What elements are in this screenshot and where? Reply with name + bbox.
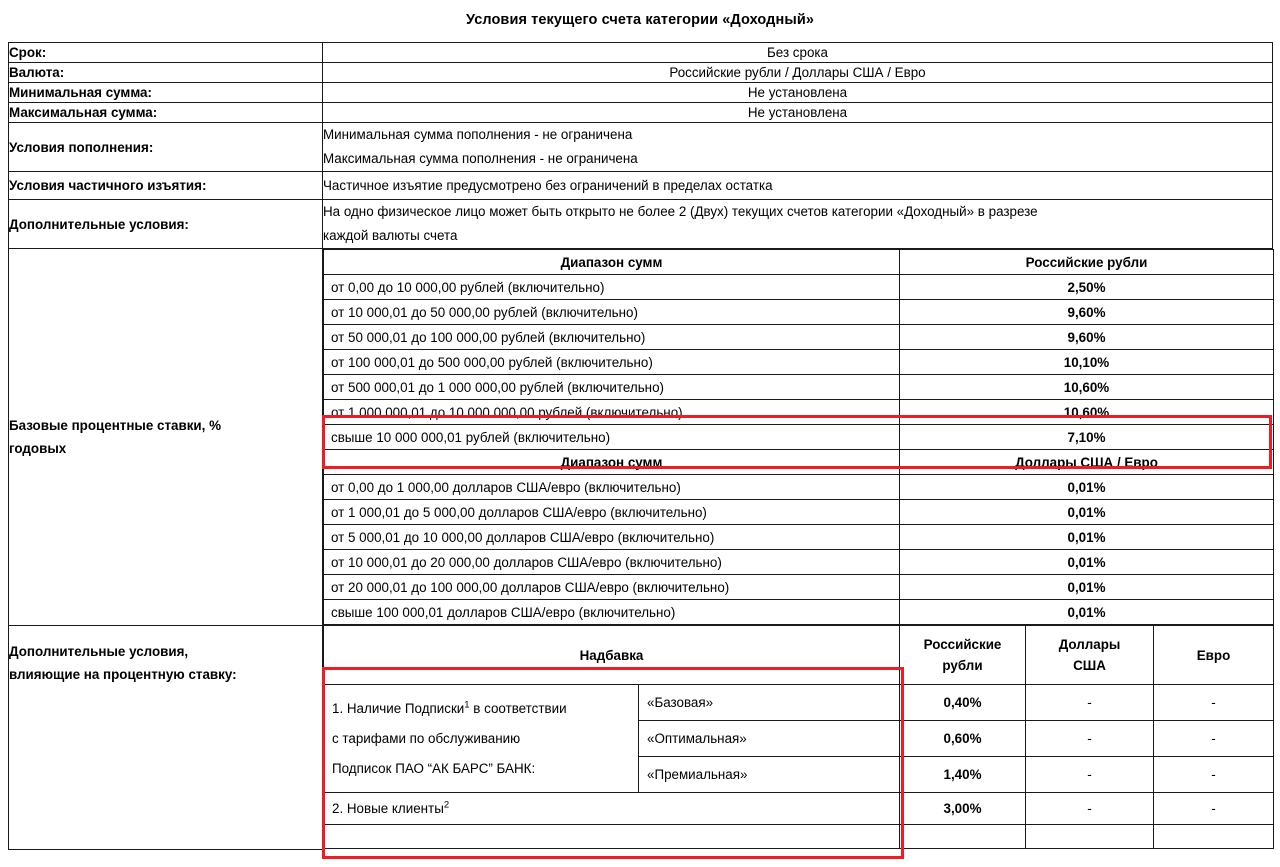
table-row-base-rates [9,249,1273,626]
tier-rate-rub: 0,60% [900,721,1026,757]
rate-range: свыше 10 000 000,01 рублей (включительно) [324,425,900,450]
table-row [324,275,1274,300]
rate-value: 0,01% [900,525,1274,550]
rate-range: от 0,00 до 10 000,00 рублей (включительно) [324,275,900,300]
usd-header [1026,626,1154,685]
row-value-currency: Российские рубли / Доллары США / Евро [323,63,1273,83]
additional-terms-line-1: На одно физическое лицо может быть открыто не более 2 (Двух) текущих счетов категории «Доходный» в разрезе [323,204,1038,219]
partial-row-eur [1154,825,1274,849]
page-title: Условия текущего счета категории «Доходный» [465,12,815,28]
new-clients-rate-rub: 3,00% [900,793,1026,825]
table-row [324,475,1274,500]
row-label-currency: Валюта: [9,63,323,83]
partial-row-usd [1026,825,1154,849]
rate-value: 10,60% [900,375,1274,400]
additional-terms-line-2: каждой валюты счета [323,228,458,243]
usd-header-line-2: США [1073,658,1106,673]
rub-header-line-1: Российские [923,637,1002,652]
subscription-desc-line-2: с тарифами по обслуживанию [332,730,521,746]
table-row [324,500,1274,525]
table-row [9,43,1273,63]
row-value-replenishment [323,123,1273,172]
rate-range: от 0,00 до 1 000,00 долларов США/евро (включительно) [324,475,900,500]
rate-range: от 100 000,01 до 500 000,00 рублей (включительно) [324,350,900,375]
table-row [324,525,1274,550]
new-clients-label [324,793,900,825]
table-row [9,123,1273,172]
tier-name: «Базовая» [639,685,900,721]
rate-range: от 10 000,01 до 50 000,00 рублей (включительно) [324,300,900,325]
subscription-description [324,685,639,793]
row-value-max-amount: Не установлена [323,103,1273,123]
rate-header-row-rub [324,250,1274,275]
tier-rate-rub: 1,40% [900,757,1026,793]
rate-value: 9,60% [900,325,1274,350]
rate-modifiers-label-line-2: влияющие на процентную ставку: [9,666,237,682]
table-row [324,300,1274,325]
rate-range: от 20 000,01 до 100 000,00 долларов США/евро (включительно) [324,575,900,600]
table-row [324,575,1274,600]
table-row [324,425,1274,450]
fx-currency-header: Доллары США / Евро [900,450,1274,475]
new-clients-rate-usd: - [1026,793,1154,825]
base-rates-cell [323,249,1273,626]
rate-value: 0,01% [900,550,1274,575]
partial-row-cell [324,825,900,849]
table-row [9,63,1273,83]
table-row [324,550,1274,575]
usd-header-line-1: Доллары [1058,637,1121,652]
table-row-new-clients [324,793,1274,825]
rate-value: 9,60% [900,300,1274,325]
tier-rate-eur: - [1154,757,1274,793]
rate-value: 0,01% [900,500,1274,525]
base-rates-label-line-1: Базовые процентные ставки, % [9,417,222,433]
table-row [9,83,1273,103]
new-clients-rate-eur: - [1154,793,1274,825]
row-label-rate-modifiers [9,625,323,849]
tier-rate-rub: 0,40% [900,685,1026,721]
subscription-desc-line-1 [332,694,632,724]
rate-value: 0,01% [900,600,1274,625]
row-label-partial-withdrawal: Условия частичного изъятия: [9,172,323,200]
tier-rate-usd: - [1026,721,1154,757]
markup-header: Надбавка [324,626,900,685]
rate-value: 7,10% [900,425,1274,450]
table-row-partial [324,825,1274,849]
rub-header-line-2: рубли [942,658,983,673]
partial-row-rub [900,825,1026,849]
rate-range: от 1 000 000,01 до 10 000 000,00 рублей (включительно) [324,400,900,425]
rub-header [900,626,1026,685]
row-label-additional-terms: Дополнительные условия: [9,200,323,249]
table-row [324,325,1274,350]
table-row [9,103,1273,123]
row-label-max-amount: Максимальная сумма: [9,103,323,123]
rate-modifiers-table [323,625,1274,849]
tier-rate-eur: - [1154,685,1274,721]
conditions-table [8,42,1273,850]
base-rates-table [323,249,1274,625]
table-row [324,600,1274,625]
rate-value: 10,60% [900,400,1274,425]
replenishment-line-2: Максимальная сумма пополнения - не ограничена [323,151,638,166]
eur-header: Евро [1154,626,1274,685]
rate-range: от 5 000,01 до 10 000,00 долларов США/евро (включительно) [324,525,900,550]
table-row-rate-modifiers [9,625,1273,849]
row-label-replenishment: Условия пополнения: [9,123,323,172]
rate-value: 0,01% [900,475,1274,500]
row-label-term: Срок: [9,43,323,63]
fx-range-header: Диапазон сумм [324,450,900,475]
table-row-highlighted [324,400,1274,425]
rate-range: от 1 000,01 до 5 000,00 долларов США/евро (включительно) [324,500,900,525]
row-value-partial-withdrawal: Частичное изъятие предусмотрено без ограничений в пределах остатка [323,172,1273,200]
rate-range: от 50 000,01 до 100 000,00 рублей (включительно) [324,325,900,350]
tier-name: «Оптимальная» [639,721,900,757]
base-rates-label-line-2: годовых [9,440,67,456]
rub-currency-header: Российские рубли [900,250,1274,275]
rate-range: от 500 000,01 до 1 000 000,00 рублей (включительно) [324,375,900,400]
replenishment-line-1: Минимальная сумма пополнения - не ограничена [323,127,633,142]
tier-rate-eur: - [1154,721,1274,757]
rate-value: 0,01% [900,575,1274,600]
row-value-term: Без срока [323,43,1273,63]
tier-rate-usd: - [1026,685,1154,721]
subscription-desc-post: в соответствии [469,700,567,716]
rate-modifiers-label-line-1: Дополнительные условия, [9,643,189,659]
new-clients-label-text: 2. Новые клиенты [332,801,444,816]
modifier-header-row [324,626,1274,685]
subscription-desc-pre: 1. Наличие Подписки [332,700,465,716]
rate-header-row-fx [324,450,1274,475]
footnote-marker-2: 2 [443,799,450,811]
row-value-additional-terms [323,200,1273,249]
rate-modifiers-cell [323,625,1273,849]
table-row-highlighted [324,375,1274,400]
row-label-base-rates [9,249,323,626]
subscription-desc-line-3: Подписок ПАО “АК БАРС” БАНК: [332,760,536,776]
table-row [324,350,1274,375]
footnote-marker-1: 1 [464,699,470,711]
rate-range: от 10 000,01 до 20 000,00 долларов США/евро (включительно) [324,550,900,575]
rate-value: 10,10% [900,350,1274,375]
table-row [9,172,1273,200]
tier-rate-usd: - [1026,757,1154,793]
row-value-min-amount: Не установлена [323,83,1273,103]
tier-name: «Премиальная» [639,757,900,793]
table-row [9,200,1273,249]
row-label-min-amount: Минимальная сумма: [9,83,323,103]
rate-range: свыше 100 000,01 долларов США/евро (включительно) [324,600,900,625]
rub-range-header: Диапазон сумм [324,250,900,275]
table-row [324,685,1274,721]
rate-value: 2,50% [900,275,1274,300]
